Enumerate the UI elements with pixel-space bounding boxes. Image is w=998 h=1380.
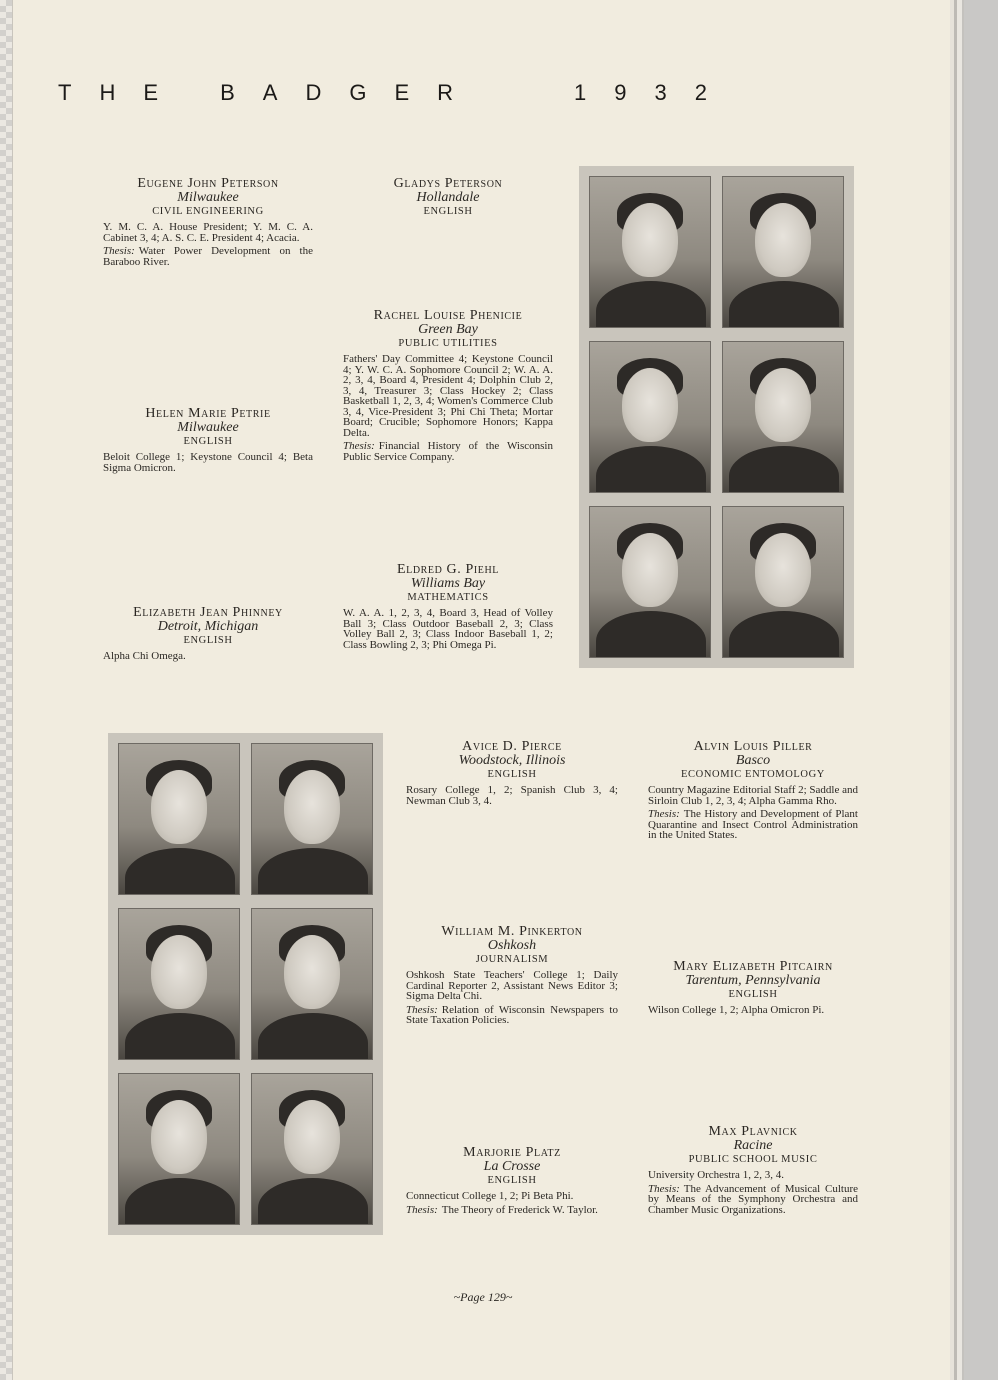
student-activities: Beloit College 1; Keystone Council 4; Beta Sigma Omicron. (103, 451, 313, 474)
student-activities: Connecticut College 1, 2; Pi Beta Phi. (406, 1190, 574, 1202)
student-hometown: Oshkosh (487, 938, 537, 953)
student-activities: Country Magazine Editorial Staff 2; Saddle and Sirloin Club 1, 2, 3, 4; Alpha Gamma Rho. (648, 784, 858, 807)
photo-panel-top (579, 166, 854, 668)
student-entry (103, 176, 313, 267)
thesis-text: The Advancement of Musical Culture by Means of the Symphony Orchestra and Chamber Music Organizations. (648, 1182, 858, 1216)
student-hometown: Woodstock, Illinois (458, 753, 566, 768)
student-major: MATHEMATICS (407, 592, 489, 603)
portrait-photo (589, 506, 711, 658)
student-entry (343, 562, 553, 650)
student-activities: University Orchestra 1, 2, 3, 4. (648, 1169, 784, 1181)
student-hometown: Racine (733, 1138, 773, 1153)
student-thesis (343, 441, 553, 462)
student-hometown: Williams Bay (410, 576, 486, 591)
decorative-right-border (950, 0, 998, 1380)
student-entry (648, 959, 858, 1016)
student-activities: Wilson College 1, 2; Alpha Omicron Pi. (648, 1004, 825, 1016)
thesis-label: Thesis: (648, 1182, 680, 1195)
student-hometown: Detroit, Michigan (157, 619, 259, 634)
student-thesis (648, 809, 858, 841)
student-major: ENGLISH (183, 436, 233, 447)
page-number: ~Page 129~ (453, 1290, 513, 1304)
student-entry (406, 739, 618, 806)
student-thesis (406, 1005, 618, 1026)
student-name: Mary Elizabeth Pitcairn (673, 959, 833, 974)
thesis-label: Thesis: (406, 1203, 438, 1216)
student-major: ECONOMIC ENTOMOLOGY (681, 769, 825, 780)
student-major: ENGLISH (728, 989, 778, 1000)
thesis-label: Thesis: (648, 808, 680, 820)
thesis-text: The Theory of Frederick W. Taylor. (441, 1203, 598, 1216)
student-hometown: Green Bay (418, 322, 478, 337)
student-major: ENGLISH (183, 635, 233, 646)
portrait-photo (251, 743, 373, 895)
portrait-photo (118, 908, 240, 1060)
student-name: Max Plavnick (708, 1124, 798, 1139)
student-thesis (103, 246, 313, 267)
student-entry (103, 605, 313, 662)
portrait-photo (722, 176, 844, 328)
student-activities: Alpha Chi Omega. (103, 650, 186, 662)
student-hometown: Milwaukee (177, 190, 239, 205)
student-activities: Oshkosh State Teachers' College 1; Daily Cardinal Reporter 2, Assistant News Editor 3; Sigma Delta Chi. (406, 969, 618, 1002)
student-major: ENGLISH (487, 769, 537, 780)
student-name: Marjorie Platz (463, 1145, 561, 1160)
thesis-label: Thesis: (343, 440, 375, 452)
portrait-photo (722, 506, 844, 658)
student-activities: Fathers' Day Committee 4; Keystone Council 4; Y. W. C. A. Sophomore Council 2; W. A. A. 2, 3, 4, Board 4, President 4; Dolphin Club 2, 3, 4, Treasurer 3; Class Hockey 2; Class Basketball 1, 2, 3, 4; Women's Commerce Club 3, 4, Vice-President 3; Phi Chi Theta; Mortar Board; Crucible; Sophomore Honors; Kappa Delta. (343, 353, 553, 439)
student-activities: Y. M. C. A. House President; Y. M. C. A. Cabinet 3, 4; A. S. C. E. President 4; Acacia. (103, 221, 313, 244)
student-hometown: Hollandale (416, 190, 480, 205)
student-entry (406, 924, 618, 1026)
student-name: Helen Marie Petrie (145, 406, 271, 421)
photo-panel-bottom (108, 733, 383, 1235)
student-major: CIVIL ENGINEERING (152, 206, 264, 217)
student-major: PUBLIC UTILITIES (398, 338, 498, 349)
student-entry (648, 1124, 858, 1215)
student-entry (406, 1145, 618, 1215)
student-hometown: Tarentum, Pennsylvania (685, 973, 821, 988)
student-major: JOURNALISM (475, 954, 549, 965)
thesis-label: Thesis: (406, 1003, 438, 1016)
portrait-photo (251, 908, 373, 1060)
yearbook-year: 1932 (574, 80, 735, 105)
portrait-photo (118, 1073, 240, 1225)
student-hometown: Milwaukee (177, 420, 239, 435)
student-hometown: La Crosse (483, 1159, 541, 1174)
student-major: PUBLIC SCHOOL MUSIC (688, 1154, 818, 1165)
thesis-text: Financial History of the Wisconsin Public Service Company. (343, 440, 553, 463)
student-activities: Rosary College 1, 2; Spanish Club 3, 4; Newman Club 3, 4. (406, 784, 618, 807)
student-hometown: Basco (735, 753, 771, 768)
student-entry (103, 406, 313, 473)
yearbook-title: THE BADGER (58, 80, 482, 105)
student-name: Rachel Louise Phenicie (373, 308, 523, 323)
thesis-text: Water Power Development on the Baraboo River. (103, 245, 313, 268)
student-name: William M. Pinkerton (441, 924, 583, 939)
student-major: ENGLISH (487, 1175, 537, 1186)
student-name: Avice D. Pierce (462, 739, 562, 754)
page-header (58, 80, 735, 110)
student-thesis (648, 1184, 858, 1216)
portrait-photo (251, 1073, 373, 1225)
student-name: Eldred G. Piehl (396, 562, 500, 577)
thesis-text: Relation of Wisconsin Newspapers to State Taxation Policies. (406, 1003, 618, 1026)
student-activities: W. A. A. 1, 2, 3, 4, Board 3, Head of Volley Ball 3; Class Outdoor Baseball 2, 3; Class Volley Ball 2, 3; Class Indoor Baseball 1, 2; Class Bowling 2, 3; Phi Omega Pi. (343, 607, 553, 651)
student-entry (343, 308, 553, 462)
student-major: ENGLISH (423, 206, 473, 217)
student-name: Elizabeth Jean Phinney (133, 605, 283, 620)
thesis-text: The History and Development of Plant Quarantine and Insect Control Administration in the United States. (648, 808, 858, 841)
portrait-photo (589, 176, 711, 328)
student-thesis (406, 1205, 618, 1216)
portrait-photo (722, 341, 844, 493)
student-name: Eugene John Peterson (137, 176, 279, 191)
portrait-photo (118, 743, 240, 895)
student-entry (648, 739, 858, 841)
student-entry (343, 176, 553, 222)
student-name: Alvin Louis Piller (693, 739, 813, 754)
student-name: Gladys Peterson (393, 176, 503, 191)
thesis-label: Thesis: (103, 245, 135, 257)
portrait-photo (589, 341, 711, 493)
decorative-left-border (0, 0, 13, 1380)
